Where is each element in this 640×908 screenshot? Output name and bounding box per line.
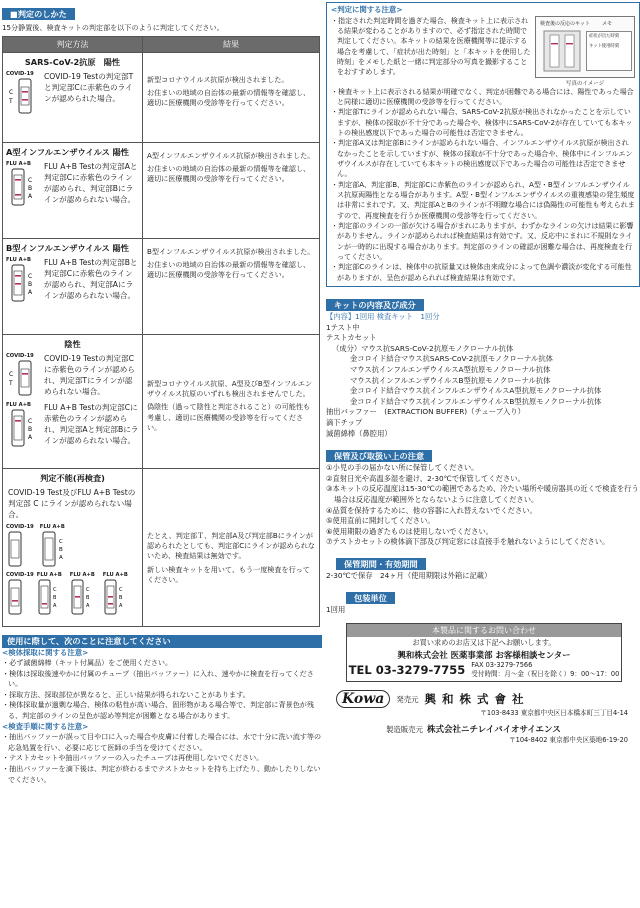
row-title: 陰性 bbox=[64, 338, 81, 349]
kit-label: FLU A+B bbox=[6, 257, 31, 263]
row-result-1: A型インフルエンザウイルス抗原が検出されました。 bbox=[147, 150, 315, 160]
period-text: 2-30℃で保存 24ヶ月（使用期限は外箱に記載） bbox=[326, 570, 492, 580]
sample-notice-item: ・検体は採取後速やかに付属のチューブ（抽出バッファー）に入れ、速やかに検査を行ってください。 bbox=[2, 668, 314, 689]
row-title: A型インフルエンザウイルス 陽性 bbox=[6, 146, 129, 157]
row-result-1: 新型コロナウイルス抗原、A型及びB型インフルエンザウイルス抗原のいずれも検出されませんでした。 bbox=[147, 378, 313, 398]
row-flu-b-positive bbox=[3, 238, 320, 334]
svg-text:C: C bbox=[118, 587, 123, 594]
row-result-2: お住まいの地域の自治体の最新の情報等を確認し、適切に医療機関の受診等を行ってください。 bbox=[147, 260, 311, 280]
judge-notice-box bbox=[326, 2, 640, 287]
pack-text: 1回用 bbox=[326, 604, 346, 614]
row-result-1: 新型コロナウイルス抗原が検出されました。 bbox=[147, 74, 289, 84]
covid-kit-positive-icon bbox=[6, 78, 40, 114]
flu-kit-a-positive-icon bbox=[6, 168, 40, 208]
procedure-notice-heading: <検査手順に関する注意> bbox=[2, 721, 89, 731]
row-result-2: お住まいの地域の自治体の最新の情報等を確認し、適切に医療機関の受診等を行ってください。 bbox=[147, 88, 311, 108]
contents-item: マウス抗インフルエンザウイルスB型抗原モノクローナル抗体 bbox=[350, 375, 551, 385]
row-desc: COVID-19 Testの判定部Tと判定部Cに赤紫色のラインが認められた場合。 bbox=[44, 72, 134, 103]
svg-text:C: C bbox=[85, 587, 90, 594]
svg-text:B: B bbox=[52, 595, 57, 602]
svg-text:T: T bbox=[9, 380, 13, 387]
svg-text:C: C bbox=[28, 418, 33, 426]
flu-kit-negative-icon bbox=[6, 409, 40, 449]
judge-method-tag: ■判定のしかた bbox=[2, 8, 75, 20]
sample-notice-heading: <検体採取に関する注意> bbox=[2, 647, 89, 657]
svg-text:B: B bbox=[28, 185, 33, 192]
storage-list bbox=[326, 463, 640, 548]
covid-kit-invalid-t-icon bbox=[6, 579, 26, 615]
contact-note: お買い求めのお店又は下記へお願いします。 bbox=[412, 638, 556, 648]
svg-text:C: C bbox=[9, 89, 14, 96]
contents-list bbox=[326, 312, 640, 439]
contents-item: 滅菌綿棒（鼻腔用） bbox=[326, 428, 392, 438]
flu-kit-invalid-a-icon bbox=[37, 579, 67, 615]
storage-item: ⑥使用期限の過ぎたものは使用しないでください。 bbox=[326, 526, 494, 536]
period-tag: 保管期間・有効期間 bbox=[336, 558, 426, 570]
seller-label: 発売元 bbox=[396, 694, 419, 704]
kit-label: COVID-19 bbox=[6, 524, 34, 530]
row-result-2: お住まいの地域の自治体の最新の情報等を確認し、適切に医療機関の受診等を行ってください。 bbox=[147, 164, 311, 184]
svg-text:C: C bbox=[58, 539, 63, 545]
svg-text:C: C bbox=[9, 371, 14, 378]
left-column bbox=[0, 0, 322, 785]
svg-text:A: A bbox=[28, 434, 33, 442]
contents-item: 滴下チップ bbox=[326, 417, 363, 427]
contact-tel: TEL 03-3279-7755 bbox=[348, 663, 466, 678]
storage-item: ③本キットの反応温度は15-30℃の範囲であるため、冷たい場所や暖房器具の近くで検査を行う場合は反応温度が範囲外とならないように注意してください。 bbox=[326, 484, 639, 504]
contact-heading: 本製品に関するお問い合わせ bbox=[347, 624, 621, 637]
svg-text:B: B bbox=[118, 595, 123, 602]
kit-label: FLU A+B bbox=[69, 572, 95, 579]
row-desc-flu: FLU A+B Testの判定部Cに赤紫色のラインが認められ、判定部Aと判定部Bにラインが認められない場合。 bbox=[44, 403, 139, 446]
contents-item: 【内容】1回用 検査キット 1回分 bbox=[326, 312, 440, 322]
judge-notice-item: ・検査キット上に表示される結果が明確でなく、判定が困難である場合には、陽性であった場合と同様に適切に医療機関の受診等を行ってください。 bbox=[331, 86, 634, 106]
svg-text:A: A bbox=[28, 193, 33, 200]
svg-text:B: B bbox=[28, 281, 33, 288]
judge-notice-item: ・判定部のラインの一部が欠ける場合がまれにありますが、わずかなラインの欠けは結果に影響がありません。ラインが認められれば検査結果は有効です。又、反応中にまれに不規則なラインが一時的に出現する場合があります。判定部のラインの確認が困難な場合は、再度検査を行ってください。 bbox=[331, 220, 634, 261]
kit-photo-icon bbox=[542, 29, 582, 75]
svg-text:C: C bbox=[28, 273, 33, 280]
svg-text:A: A bbox=[58, 555, 63, 561]
row-title: B型インフルエンザウイルス 陽性 bbox=[6, 242, 129, 253]
svg-text:C: C bbox=[52, 587, 57, 594]
svg-text:A: A bbox=[118, 603, 123, 610]
covid-kit-negative-icon bbox=[6, 360, 40, 396]
svg-text:C: C bbox=[28, 177, 33, 184]
sample-notice-item: ・必ず滅菌綿棒（キット付属品）をご使用ください。 bbox=[2, 658, 173, 668]
contents-item: 金コロイド結合マウス抗インフルエンザウイルスB型抗原モノクローナル抗体 bbox=[350, 396, 602, 406]
kit-label: COVID-19 bbox=[6, 353, 34, 359]
row-sars-positive bbox=[3, 52, 320, 142]
svg-text:B: B bbox=[85, 595, 90, 602]
photo-example-image bbox=[535, 16, 635, 78]
flu-kit-invalid-b-icon bbox=[70, 579, 100, 615]
kit-label: FLU A+B bbox=[36, 572, 62, 579]
svg-text:A: A bbox=[85, 603, 90, 610]
flu-kit-invalid-ab-icon bbox=[103, 579, 133, 615]
kit-label: FLU A+B bbox=[6, 402, 31, 409]
contents-item: （成分）マウス抗SARS-CoV-2抗原モノクローナル抗体 bbox=[332, 343, 514, 353]
kit-label: FLU A+B bbox=[6, 161, 31, 167]
row-negative bbox=[3, 334, 320, 468]
row-result-1: B型インフルエンザウイルス抗原が検出されました。 bbox=[147, 246, 315, 256]
judge-notice-item: ・判定部Cのラインは、検体中の抗原量又は検体由来成分によって色調や濃淡が変化する可能性がありますが、呈色が認められれば検査結果は有効です。 bbox=[331, 262, 632, 282]
contents-item: テストカセット bbox=[326, 333, 377, 343]
storage-item: ⑤使用直前に開封してください。 bbox=[326, 516, 435, 526]
procedure-notice-item: ・抽出バッファーが誤って目や口に入った場合や皮膚に付着した場合には、水で十分に洗い流す等の応急処置を行い、必要に応じて医師の手当を受けてください。 bbox=[2, 732, 322, 752]
row-result-2: 新しい検査キットを用いて、もう一度検査を行ってください。 bbox=[147, 564, 310, 585]
memo-line-1: 症状が出た時刻 bbox=[589, 33, 620, 39]
storage-tag: 保管及び取扱い上の注意 bbox=[326, 450, 432, 462]
th-result: 結果 bbox=[143, 36, 320, 52]
row-desc: COVID-19 Test及びFLU A+B Testの判定部 C にラインが認められない場合。 bbox=[8, 488, 136, 519]
svg-text:B: B bbox=[28, 426, 33, 434]
sample-notice-item: ・採取方法、採取部位が異なると、正しい結果が得られないことがあります。 bbox=[2, 689, 250, 699]
kit-label: COVID-19 bbox=[6, 71, 34, 77]
right-column bbox=[326, 0, 640, 746]
memo-line-2: キット使用時刻 bbox=[589, 43, 619, 49]
kit-label: COVID-19 bbox=[6, 572, 34, 579]
photo-kit-label: 検査後の反応のキット bbox=[540, 20, 590, 27]
contents-tag: キットの内容及び成分 bbox=[326, 299, 424, 311]
row-title: SARS-CoV-2抗原 陽性 bbox=[24, 56, 121, 67]
covid-kit-invalid-icon bbox=[6, 531, 26, 567]
contents-item: 抽出バッファー (EXTRACTION BUFFER)（チューブ入り） bbox=[326, 407, 525, 417]
judge-notice-item: ・判定部A、判定部B、判定部Cに赤紫色のラインが認められ、A型・B型インフルエンザウイルス抗原両陽性となる場合があります。A型・B型インフルエンザウイルスの重複感染の発生頻度は非常にまれです。又、判定部AとBのラインが不明瞭な場合には偽陽性の可能性も考えられますので、再度検査を行うか医療機関の受診等を行ってください。 bbox=[331, 179, 635, 220]
pack-tag: 包装単位 bbox=[346, 592, 395, 604]
judgment-table bbox=[2, 36, 320, 627]
contact-fax: FAX 03-3279-7566 bbox=[471, 661, 533, 670]
row-desc: FLU A+B Testの判定部Aと判定部Cに赤紫色のラインが認められ、判定部Bにラインが認められない場合。 bbox=[44, 162, 138, 204]
row-flu-a-positive bbox=[3, 142, 320, 238]
storage-item: ⑦テストカセットの検体滴下部及び判定窓には直接手を触れないようにしてください。 bbox=[326, 537, 610, 547]
row-desc-covid: COVID-19 Testの判定部Cに赤紫色のラインが認められ、判定部Tにラインが認められない場合。 bbox=[44, 354, 135, 396]
kit-label: FLU A+B bbox=[39, 524, 65, 530]
storage-item: ①小児の手の届かない所に保管してください。 bbox=[326, 463, 479, 473]
th-method: 判定方法 bbox=[3, 36, 143, 52]
kowa-logo: Kowa bbox=[336, 690, 390, 708]
judge-notice-item: ・判定部A又は判定部Bにラインが認められない場合、インフルエンザウイルス抗原が検出されなかったことを示していますが、検体の採取が不十分であった場合や、検体中にインフルエンザウイルスが存在していても本キットの検出感度以下であった場合の可能性は否定できません。 bbox=[331, 138, 633, 179]
storage-item: ②直射日光や高温多湿を避け、2-30℃で保管してください。 bbox=[326, 473, 525, 483]
row-result-1: たとえ、判定部Ｔ、判定部A及び判定部Bにラインが認められたとしても、判定部Cにラインが認められないため、検査結果は無効です。 bbox=[147, 530, 315, 561]
svg-text:A: A bbox=[28, 289, 33, 296]
judge-notice-item: ・指定された判定時間を過ぎた場合、検査キット上に表示される結果が変わることがありますので、必ず指定された時間で判定してください。本キットの結果を医療機関等に提示する場合を考慮して、「症状が出た時刻」と「本キットを使用した時刻」をメモした紙と一緒に判定部分の写真を撮影することをおすすめします。 bbox=[331, 15, 531, 77]
photo-memo-label: メモ bbox=[602, 20, 613, 27]
maker-address: 〒104-8402 東京都中央区築地6-19-20 bbox=[509, 736, 628, 745]
contents-item: 金コロイド結合マウス抗インフルエンザウイルスA型抗原モノクローナル抗体 bbox=[350, 386, 602, 396]
memo-note-icon bbox=[586, 31, 632, 71]
row-invalid bbox=[3, 468, 320, 626]
storage-item: ④品質を保持するために、他の容器に入れ替えないでください。 bbox=[326, 505, 537, 515]
contents-item: 金コロイド結合マウス抗SARS-CoV-2抗原モノクローナル抗体 bbox=[350, 354, 553, 364]
row-title: 判定不能(再検査) bbox=[40, 472, 105, 483]
procedure-notice-item: ・抽出バッファーを滴下後は、判定が終わるまでテストカセットを持ち上げたり、動かしたりしないでください。 bbox=[2, 763, 321, 784]
judge-notice-item: ・判定部Tにラインが認められない場合、SARS-CoV-2抗原が検出されなかったことを示していますが、検体の採取が不十分であった場合や、検体中にSARS-CoV-2が存在していても本キットの検出感度以下であった場合の可能性は否定できません。 bbox=[331, 107, 633, 137]
photo-caption: 写真のイメージ bbox=[565, 80, 605, 87]
contents-item: マウス抗インフルエンザウイルスA型抗原モノクローナル抗体 bbox=[350, 365, 551, 374]
notice-bar: 使用に際して、次のことに注意してください bbox=[2, 635, 322, 648]
sample-notice-item: ・検体採取量が過剰な場合、検体の粘性が高い場合、固形物がある場合等で、判定部に背景色が残る、判定部のラインの呈色が認め等判定が困難となる場合があります。 bbox=[2, 700, 314, 721]
kit-label: FLU A+B bbox=[102, 572, 128, 579]
flu-kit-b-positive-icon bbox=[6, 264, 40, 304]
row-desc: FLU A+B Testの判定部Bと判定部Cに赤紫色のラインが認められ、判定部Aにラインが認められない場合。 bbox=[44, 258, 138, 300]
contact-center: 興和株式会社 医薬事業部 お客様相談センター bbox=[397, 650, 571, 661]
judge-notice-heading: <判定に関する注意> bbox=[331, 5, 403, 14]
contact-hours: 受付時間：月～金（祝日を除く）9：00～17：00 bbox=[471, 670, 620, 679]
maker-label: 製造販売元 bbox=[386, 724, 423, 734]
contents-item: 1テスト中 bbox=[326, 322, 360, 332]
maker-name: 株式会社ニチレイバイオサイエンス bbox=[426, 725, 561, 736]
svg-text:A: A bbox=[52, 603, 57, 610]
svg-text:T: T bbox=[9, 98, 13, 105]
procedure-notice-item: ・テストカセットや抽出バッファーの入ったチューブは再使用しないでください。 bbox=[2, 753, 264, 763]
contact-box bbox=[346, 623, 622, 682]
intro-text: 15分静置後、検査キットの判定部を以下のように判定してください。 bbox=[2, 23, 224, 32]
seller-address: 〒103-8433 東京都中央区日本橋本町三丁目4-14 bbox=[480, 709, 628, 718]
svg-text:B: B bbox=[58, 547, 63, 553]
row-result-2: 偽陰性（過って陰性と判定されること）の可能性も考慮し、適切に医療機関の受診等を行ってください。 bbox=[147, 402, 311, 433]
seller-name: 興 和 株 式 會 社 bbox=[424, 692, 525, 707]
flu-kit-invalid-icon bbox=[40, 531, 74, 567]
